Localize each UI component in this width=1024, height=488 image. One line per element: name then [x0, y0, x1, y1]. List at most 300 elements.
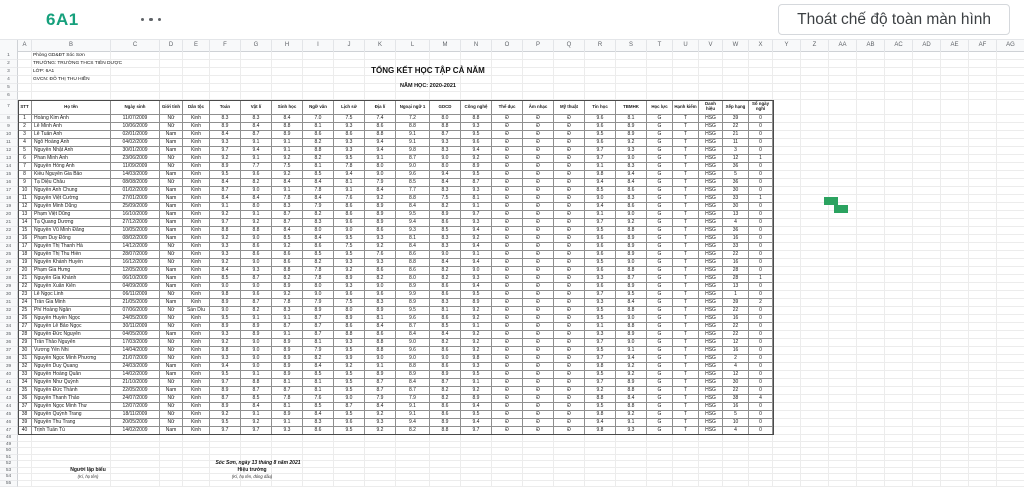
sheet-name-box[interactable]: 6A1 [46, 9, 79, 29]
cell-N41[interactable]: 9.1 [461, 379, 492, 387]
cell-J24[interactable]: 7.5 [334, 243, 365, 251]
cell-T15[interactable]: G [647, 171, 673, 179]
cell-C41[interactable]: 21/10/2009 [111, 379, 160, 387]
cell-AB33[interactable] [857, 315, 885, 323]
cell-C17[interactable]: 01/02/2009 [111, 187, 160, 195]
cell-C29[interactable]: 04/09/2009 [111, 283, 160, 291]
cell-T33[interactable]: G [647, 315, 673, 323]
cell-AE10[interactable] [941, 131, 969, 139]
cell-W4[interactable] [723, 76, 749, 84]
cell-W34[interactable]: 22 [723, 323, 749, 331]
cell-T26[interactable]: G [647, 259, 673, 267]
cell-A13[interactable]: 6 [18, 155, 32, 163]
cell-AF1[interactable] [969, 52, 997, 60]
cell-AE29[interactable] [941, 283, 969, 291]
cell-R55[interactable] [585, 481, 616, 488]
cell-Y43[interactable] [773, 395, 801, 403]
row-header-28[interactable]: 28 [0, 275, 18, 283]
cell-AE42[interactable] [941, 387, 969, 395]
cell-C6[interactable] [111, 92, 160, 100]
cell-S31[interactable]: 8.4 [616, 299, 647, 307]
cell-K9[interactable]: 8.6 [365, 123, 396, 131]
cell-N18[interactable]: 8.1 [461, 195, 492, 203]
cell-W26[interactable]: 16 [723, 259, 749, 267]
cell-B41[interactable]: Nguyễn Như Quỳnh [32, 379, 111, 387]
cell-AF42[interactable] [969, 387, 997, 395]
cell-U20[interactable]: T [673, 211, 699, 219]
cell-J55[interactable] [334, 481, 365, 488]
cell-E11[interactable]: Kinh [183, 139, 210, 147]
cell-AC11[interactable] [885, 139, 913, 147]
cell-F10[interactable]: 8.4 [210, 131, 241, 139]
cell-B15[interactable]: Kiều Nguyễn Gia Bảo [32, 171, 111, 179]
cell-S37[interactable]: 9.1 [616, 347, 647, 355]
cell-V28[interactable]: HSG [699, 275, 723, 283]
cell-M27[interactable]: 8.2 [430, 267, 461, 275]
cell-Q3[interactable] [554, 68, 585, 76]
cell-C42[interactable]: 22/05/2009 [111, 387, 160, 395]
column-header-Q[interactable]: Q [554, 40, 585, 52]
cell-E1[interactable] [183, 52, 210, 60]
column-header-P[interactable]: P [523, 40, 554, 52]
cell-W32[interactable]: 22 [723, 307, 749, 315]
cell-M39[interactable]: 8.6 [430, 363, 461, 371]
cell-D6[interactable] [160, 92, 183, 100]
column-header-AG[interactable]: AG [997, 40, 1024, 52]
cell-AC33[interactable] [885, 315, 913, 323]
cell-AD22[interactable] [913, 227, 941, 235]
cell-AA11[interactable] [829, 139, 857, 147]
column-header-U[interactable]: U [673, 40, 699, 52]
cell-AB44[interactable] [857, 403, 885, 411]
cell-P18[interactable]: Đ [523, 195, 554, 203]
cell-Z12[interactable] [801, 147, 829, 155]
cell-B27[interactable]: Phạm Gia Hưng [32, 267, 111, 275]
cell-I26[interactable]: 8.2 [303, 259, 334, 267]
cell-AD10[interactable] [913, 131, 941, 139]
cell-J33[interactable]: 8.9 [334, 315, 365, 323]
column-header-E[interactable]: E [183, 40, 210, 52]
cell-R7[interactable]: Tin học [585, 100, 616, 115]
cell-V1[interactable] [699, 52, 723, 60]
cell-G28[interactable]: 8.7 [241, 275, 272, 283]
cell-Z30[interactable] [801, 291, 829, 299]
cell-AA32[interactable] [829, 307, 857, 315]
cell-V27[interactable]: HSG [699, 267, 723, 275]
cell-G33[interactable]: 9.1 [241, 315, 272, 323]
cell-AD3[interactable] [913, 68, 941, 76]
cell-AD1[interactable] [913, 52, 941, 60]
cell-O37[interactable]: Đ [492, 347, 523, 355]
cell-B11[interactable]: Ngô Hoàng Anh [32, 139, 111, 147]
cell-AG2[interactable] [997, 60, 1024, 68]
cell-F19[interactable]: 9.1 [210, 203, 241, 211]
cell-O33[interactable]: Đ [492, 315, 523, 323]
cell-M22[interactable]: 8.5 [430, 227, 461, 235]
cell-F12[interactable]: 9.7 [210, 147, 241, 155]
cell-D47[interactable]: Nam [160, 427, 183, 435]
cell-K10[interactable]: 8.8 [365, 131, 396, 139]
cell-T21[interactable]: G [647, 219, 673, 227]
cell-A44[interactable]: 37 [18, 403, 32, 411]
cell-AD31[interactable] [913, 299, 941, 307]
cell-V26[interactable]: HSG [699, 259, 723, 267]
cell-I1[interactable] [303, 52, 334, 60]
cell-Y38[interactable] [773, 355, 801, 363]
cell-D24[interactable]: Nữ [160, 243, 183, 251]
cell-H29[interactable]: 8.9 [272, 283, 303, 291]
cell-X28[interactable]: 1 [749, 275, 773, 283]
cell-L19[interactable]: 8.4 [396, 203, 430, 211]
cell-N20[interactable]: 9.7 [461, 211, 492, 219]
cell-I23[interactable]: 8.4 [303, 235, 334, 243]
cell-AA40[interactable] [829, 371, 857, 379]
column-header-D[interactable]: D [160, 40, 183, 52]
cell-K41[interactable]: 8.7 [365, 379, 396, 387]
cell-M4[interactable] [430, 76, 461, 84]
cell-AD11[interactable] [913, 139, 941, 147]
cell-AE9[interactable] [941, 123, 969, 131]
cell-Y46[interactable] [773, 419, 801, 427]
cell-AG9[interactable] [997, 123, 1024, 131]
cell-Y6[interactable] [773, 92, 801, 100]
cell-L40[interactable]: 8.9 [396, 371, 430, 379]
cell-U42[interactable]: T [673, 387, 699, 395]
cell-W10[interactable]: 21 [723, 131, 749, 139]
cell-G34[interactable]: 8.9 [241, 323, 272, 331]
cell-D15[interactable]: Nam [160, 171, 183, 179]
cell-H18[interactable]: 7.8 [272, 195, 303, 203]
cell-AG8[interactable] [997, 115, 1024, 123]
cell-AE3[interactable] [941, 68, 969, 76]
cell-Q41[interactable]: Đ [554, 379, 585, 387]
cell-Q31[interactable]: Đ [554, 299, 585, 307]
cell-M1[interactable] [430, 52, 461, 60]
cell-AC14[interactable] [885, 163, 913, 171]
cell-K17[interactable]: 8.4 [365, 187, 396, 195]
cell-AG30[interactable] [997, 291, 1024, 299]
cell-S38[interactable]: 9.4 [616, 355, 647, 363]
cell-AD7[interactable] [913, 100, 941, 115]
cell-O17[interactable]: Đ [492, 187, 523, 195]
cell-AG26[interactable] [997, 259, 1024, 267]
cell-U31[interactable]: T [673, 299, 699, 307]
cell-Y44[interactable] [773, 403, 801, 411]
cell-AD29[interactable] [913, 283, 941, 291]
cell-A45[interactable]: 38 [18, 411, 32, 419]
column-header-X[interactable]: X [749, 40, 773, 52]
cell-H11[interactable]: 9.1 [272, 139, 303, 147]
cell-Y10[interactable] [773, 131, 801, 139]
cell-AC42[interactable] [885, 387, 913, 395]
cell-F7[interactable]: Toán [210, 100, 241, 115]
cell-L29[interactable]: 8.9 [396, 283, 430, 291]
cell-U37[interactable]: T [673, 347, 699, 355]
cell-Q5[interactable] [554, 84, 585, 92]
cell-Q39[interactable]: Đ [554, 363, 585, 371]
cell-L43[interactable]: 7.9 [396, 395, 430, 403]
cell-Q20[interactable]: Đ [554, 211, 585, 219]
cell-X47[interactable]: 0 [749, 427, 773, 435]
row-header-49[interactable]: 49 [0, 442, 18, 449]
cell-U34[interactable]: T [673, 323, 699, 331]
cell-X39[interactable]: 0 [749, 363, 773, 371]
cell-M6[interactable] [430, 92, 461, 100]
cell-G27[interactable]: 9.3 [241, 267, 272, 275]
cell-AG18[interactable] [997, 195, 1024, 203]
cell-AG15[interactable] [997, 171, 1024, 179]
cell-J6[interactable] [334, 92, 365, 100]
cell-AC9[interactable] [885, 123, 913, 131]
cell-AD2[interactable] [913, 60, 941, 68]
cell-X37[interactable]: 0 [749, 347, 773, 355]
cell-V41[interactable]: HSG [699, 379, 723, 387]
cell-G40[interactable]: 9.1 [241, 371, 272, 379]
cell-R19[interactable]: 9.4 [585, 203, 616, 211]
cell-Y16[interactable] [773, 179, 801, 187]
cell-AC22[interactable] [885, 227, 913, 235]
cell-AD41[interactable] [913, 379, 941, 387]
cell-Y9[interactable] [773, 123, 801, 131]
cell-X13[interactable]: 1 [749, 155, 773, 163]
cell-K7[interactable]: Địa lí [365, 100, 396, 115]
cell-AG45[interactable] [997, 411, 1024, 419]
cell-E7[interactable]: Dân tộc [183, 100, 210, 115]
cell-O19[interactable]: Đ [492, 203, 523, 211]
row-header-40[interactable]: 40 [0, 371, 18, 379]
cell-C8[interactable]: 11/07/2009 [111, 115, 160, 123]
cell-AG41[interactable] [997, 379, 1024, 387]
column-header-Y[interactable]: Y [773, 40, 801, 52]
cell-A47[interactable]: 40 [18, 427, 32, 435]
cell-C55[interactable] [111, 481, 160, 488]
cell-AC30[interactable] [885, 291, 913, 299]
cell-E17[interactable]: Kinh [183, 187, 210, 195]
cell-D28[interactable]: Nam [160, 275, 183, 283]
cell-L7[interactable]: Ngoại ngữ 1 [396, 100, 430, 115]
cell-AC19[interactable] [885, 203, 913, 211]
cell-K2[interactable] [365, 60, 396, 68]
cell-R41[interactable]: 9.7 [585, 379, 616, 387]
cell-O36[interactable]: Đ [492, 339, 523, 347]
cell-A17[interactable]: 10 [18, 187, 32, 195]
cell-B6[interactable] [32, 92, 111, 100]
cell-Q1[interactable] [554, 52, 585, 60]
cell-C3[interactable] [111, 68, 160, 76]
cell-O16[interactable]: Đ [492, 179, 523, 187]
cell-O32[interactable]: Đ [492, 307, 523, 315]
cell-U28[interactable]: T [673, 275, 699, 283]
cell-AG35[interactable] [997, 331, 1024, 339]
cell-D40[interactable]: Nam [160, 371, 183, 379]
cell-N4[interactable] [461, 76, 492, 84]
cell-E42[interactable]: Kinh [183, 387, 210, 395]
cell-AF10[interactable] [969, 131, 997, 139]
cell-P10[interactable]: Đ [523, 131, 554, 139]
cell-R21[interactable]: 9.7 [585, 219, 616, 227]
cell-F24[interactable]: 9.3 [210, 243, 241, 251]
cell-O30[interactable]: Đ [492, 291, 523, 299]
cell-I6[interactable] [303, 92, 334, 100]
cell-I41[interactable]: 8.1 [303, 379, 334, 387]
cell-I40[interactable]: 8.5 [303, 371, 334, 379]
cell-AB43[interactable] [857, 395, 885, 403]
cell-AE45[interactable] [941, 411, 969, 419]
cell-W28[interactable]: 28 [723, 275, 749, 283]
cell-AB10[interactable] [857, 131, 885, 139]
cell-L16[interactable]: 8.5 [396, 179, 430, 187]
cell-B31[interactable]: Trần Gia Minh [32, 299, 111, 307]
cell-R2[interactable] [585, 60, 616, 68]
cell-H42[interactable]: 8.7 [272, 387, 303, 395]
cell-AE16[interactable] [941, 179, 969, 187]
cell-K36[interactable]: 8.8 [365, 339, 396, 347]
cell-AB25[interactable] [857, 251, 885, 259]
cell-O20[interactable]: Đ [492, 211, 523, 219]
cell-AD6[interactable] [913, 92, 941, 100]
cell-G37[interactable]: 9.0 [241, 347, 272, 355]
cell-L12[interactable]: 9.8 [396, 147, 430, 155]
cell-V8[interactable]: HSG [699, 115, 723, 123]
cell-V15[interactable]: HSG [699, 171, 723, 179]
cell-S44[interactable]: 8.8 [616, 403, 647, 411]
cell-F20[interactable]: 9.2 [210, 211, 241, 219]
cell-J34[interactable]: 8.6 [334, 323, 365, 331]
cell-G15[interactable]: 9.6 [241, 171, 272, 179]
cell-J38[interactable]: 9.9 [334, 355, 365, 363]
cell-AD17[interactable] [913, 187, 941, 195]
row-header-10[interactable]: 10 [0, 131, 18, 139]
cell-D38[interactable]: Nữ [160, 355, 183, 363]
cell-C5[interactable] [111, 84, 160, 92]
cell-W1[interactable] [723, 52, 749, 60]
cell-L22[interactable]: 9.3 [396, 227, 430, 235]
cell-W30[interactable]: 1 [723, 291, 749, 299]
cell-E41[interactable]: Kinh [183, 379, 210, 387]
cell-Y8[interactable] [773, 115, 801, 123]
cell-N26[interactable]: 9.4 [461, 259, 492, 267]
cell-B20[interactable]: Phạm Việt Dũng [32, 211, 111, 219]
row-header-32[interactable]: 32 [0, 307, 18, 315]
cell-J23[interactable]: 9.5 [334, 235, 365, 243]
cell-Y7[interactable] [773, 100, 801, 115]
cell-N14[interactable]: 8.9 [461, 163, 492, 171]
row-header-16[interactable]: 16 [0, 179, 18, 187]
cell-AG22[interactable] [997, 227, 1024, 235]
cell-H23[interactable]: 8.5 [272, 235, 303, 243]
cell-V10[interactable]: HSG [699, 131, 723, 139]
cell-X15[interactable]: 0 [749, 171, 773, 179]
cell-J31[interactable]: 7.5 [334, 299, 365, 307]
cell-G38[interactable]: 9.0 [241, 355, 272, 363]
cell-B21[interactable]: Tạ Quang Dương [32, 219, 111, 227]
cell-AG33[interactable] [997, 315, 1024, 323]
cell-G6[interactable] [241, 92, 272, 100]
cell-P25[interactable]: Đ [523, 251, 554, 259]
cell-A11[interactable]: 4 [18, 139, 32, 147]
cell-S39[interactable]: 9.2 [616, 363, 647, 371]
cell-A2[interactable] [18, 60, 32, 68]
cell-Y12[interactable] [773, 147, 801, 155]
cell-AA22[interactable] [829, 227, 857, 235]
cell-H35[interactable]: 9.1 [272, 331, 303, 339]
cell-H5[interactable] [272, 84, 303, 92]
cell-R23[interactable]: 9.6 [585, 235, 616, 243]
cell-V23[interactable]: HSG [699, 235, 723, 243]
cell-O31[interactable]: Đ [492, 299, 523, 307]
cell-AA12[interactable] [829, 147, 857, 155]
cell-AE43[interactable] [941, 395, 969, 403]
cell-E14[interactable]: Kinh [183, 163, 210, 171]
cell-A22[interactable]: 15 [18, 227, 32, 235]
cell-D3[interactable] [160, 68, 183, 76]
cell-N39[interactable]: 9.3 [461, 363, 492, 371]
cell-C9[interactable]: 10/06/2009 [111, 123, 160, 131]
cell-T43[interactable]: G [647, 395, 673, 403]
cell-H14[interactable]: 7.5 [272, 163, 303, 171]
cell-X35[interactable]: 0 [749, 331, 773, 339]
cell-AB23[interactable] [857, 235, 885, 243]
cell-AD47[interactable] [913, 427, 941, 435]
cell-S29[interactable]: 8.9 [616, 283, 647, 291]
cell-R27[interactable]: 9.6 [585, 267, 616, 275]
cell-AB3[interactable] [857, 68, 885, 76]
cell-G47[interactable]: 9.7 [241, 427, 272, 435]
cell-H46[interactable]: 9.1 [272, 419, 303, 427]
cell-Z24[interactable] [801, 243, 829, 251]
cell-AF33[interactable] [969, 315, 997, 323]
cell-B13[interactable]: Phan Minh Anh [32, 155, 111, 163]
cell-X3[interactable] [749, 68, 773, 76]
cell-L8[interactable]: 7.2 [396, 115, 430, 123]
cell-F21[interactable]: 9.7 [210, 219, 241, 227]
cell-AC40[interactable] [885, 371, 913, 379]
cell-Q12[interactable]: Đ [554, 147, 585, 155]
cell-K18[interactable]: 9.2 [365, 195, 396, 203]
cell-AF13[interactable] [969, 155, 997, 163]
cell-N16[interactable]: 8.7 [461, 179, 492, 187]
cell-M32[interactable]: 8.1 [430, 307, 461, 315]
cell-X9[interactable]: 0 [749, 123, 773, 131]
cell-AE1[interactable] [941, 52, 969, 60]
cell-V5[interactable] [699, 84, 723, 92]
cell-AB1[interactable] [857, 52, 885, 60]
cell-G32[interactable]: 8.2 [241, 307, 272, 315]
cell-U41[interactable]: T [673, 379, 699, 387]
cell-N23[interactable]: 9.2 [461, 235, 492, 243]
cell-V29[interactable]: HSG [699, 283, 723, 291]
cell-C25[interactable]: 28/07/2009 [111, 251, 160, 259]
cell-A26[interactable]: 19 [18, 259, 32, 267]
cell-A46[interactable]: 39 [18, 419, 32, 427]
cell-L45[interactable]: 9.1 [396, 411, 430, 419]
cell-AD37[interactable] [913, 347, 941, 355]
cell-N6[interactable] [461, 92, 492, 100]
cell-M5[interactable] [430, 84, 461, 92]
cell-U13[interactable]: T [673, 155, 699, 163]
column-header-R[interactable]: R [585, 40, 616, 52]
cell-AF19[interactable] [969, 203, 997, 211]
cell-Q21[interactable]: Đ [554, 219, 585, 227]
cell-AE32[interactable] [941, 307, 969, 315]
cell-E19[interactable]: Kinh [183, 203, 210, 211]
cell-R36[interactable]: 9.7 [585, 339, 616, 347]
cell-P16[interactable]: Đ [523, 179, 554, 187]
cell-W21[interactable]: 4 [723, 219, 749, 227]
cell-J43[interactable]: 9.0 [334, 395, 365, 403]
cell-O39[interactable]: Đ [492, 363, 523, 371]
cell-P12[interactable]: Đ [523, 147, 554, 155]
